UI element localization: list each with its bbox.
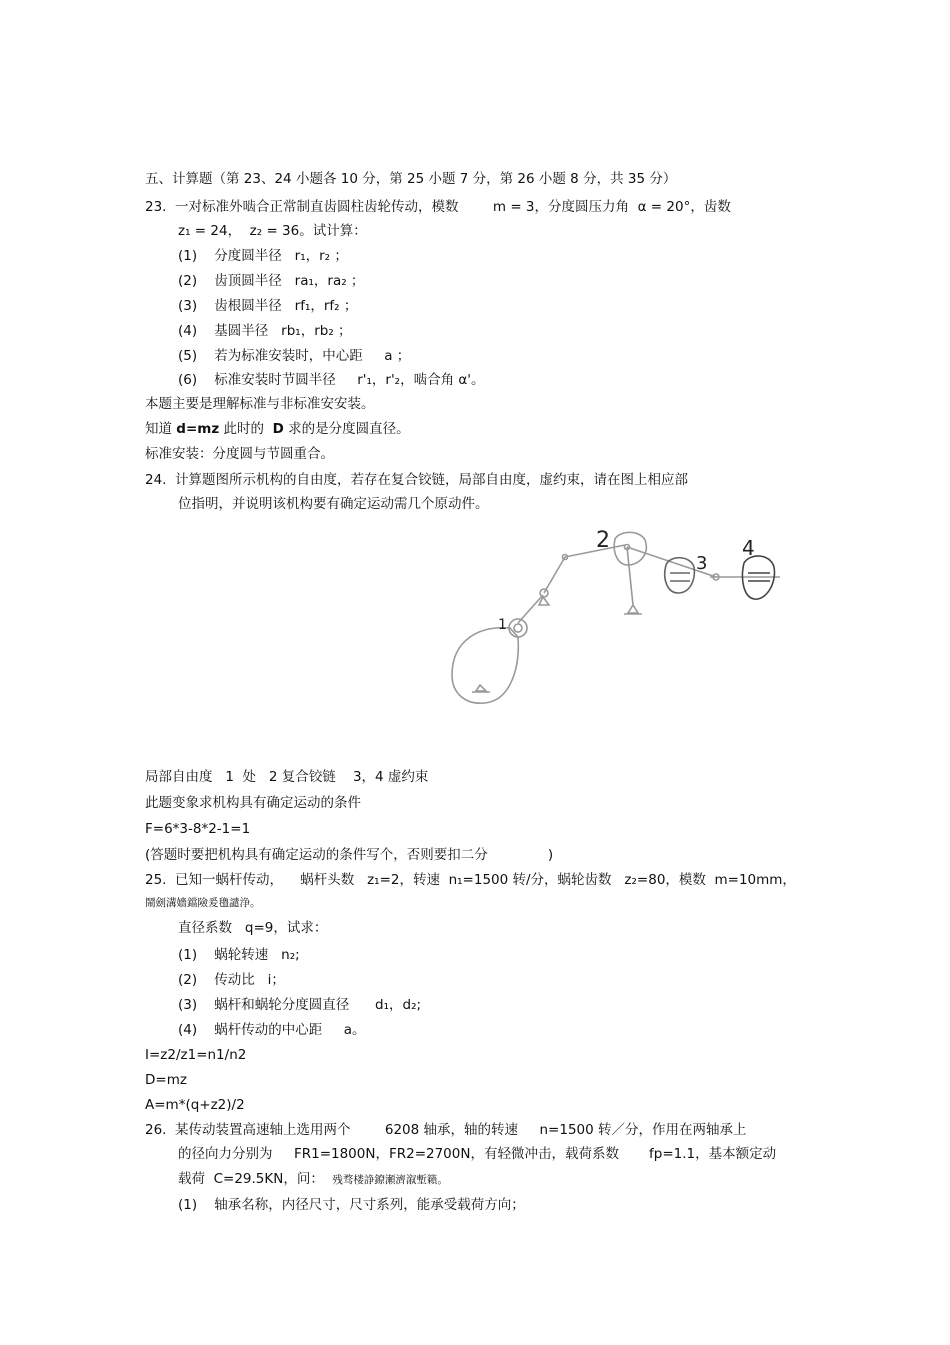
q23-note3: 标准安装：分度圆与节圆重合。 [145,446,334,462]
q24-line1: 24. 计算题图所示机构的自由度，若存在复合铰链，局部自由度，虚约束，请在图上相应部 [145,472,689,488]
q23-item-3: (3) 齿根圆半径 rf₁，rf₂ ； [178,298,358,314]
q25-formula3: A=m*(q+z2)/2 [145,1097,245,1113]
q26-item-1: (1) 轴承名称，内径尺寸，尺寸系列，能承受载荷方向； [178,1197,525,1213]
q24-answer2: 此题变象求机构具有确定运动的条件 [145,795,361,811]
q25-item-3: (3) 蜗杆和蜗轮分度圆直径 d₁，d₂; [178,997,422,1013]
q25-formula1: I=z2/z1=n1/n2 [145,1047,247,1063]
q23-note2: 知道 d=mz 此时的 D 求的是分度圆直径。 [145,421,410,437]
q23-item-5: (5) 若为标准安装时，中心距 a ； [178,348,411,364]
figure-label-1: 1 [498,617,507,633]
q25-line1: 25. 已知一蜗杆传动， 蜗杆头数 z₁=2，转速 n₁=1500 转/分，蜗轮齿数 z₂=80，模数 m=10mm， [145,872,796,888]
q24-answer1: 局部自由度 1 处 2 复合铰链 3，4 虚约束 [145,769,429,785]
q26-line1: 26. 某传动装置高速轴上选用两个 6208 轴承，轴的转速 n=1500 转／分，作用在两轴承上 [145,1122,747,1138]
q26-line3: 载荷 C=29.5KN，问： 残骛楼諍鐐瀬濟溆塹籟。 [178,1171,448,1187]
q24-line2: 位指明，并说明该机构要有确定运动需几个原动件。 [178,496,489,512]
figure-label-4: 4 [742,536,755,560]
q23-item-6: (6) 标准安装时节圆半径 r'₁，r'₂，啮合角 α'。 [178,372,485,388]
q23-item-4: (4) 基圆半径 rb₁，rb₂ ； [178,323,352,339]
q24-answer3: F=6*3-8*2-1=1 [145,821,251,837]
q24-answer4: (答题时要把机构具有确定运动的条件写个，否则要扣二分 ) [145,847,554,863]
q25-formula2: D=mz [145,1072,187,1088]
q23-item-2: (2) 齿顶圆半径 ra₁，ra₂ ； [178,273,365,289]
figure-label-2: 2 [596,528,610,553]
figure-label-3: 3 [696,553,708,574]
q23-note1: 本题主要是理解标准与非标准安安装。 [145,396,375,412]
q25-item-1: (1) 蜗轮转速 n₂; [178,947,300,963]
q23-line2: z₁ = 24， z₂ = 36。试计算： [178,223,367,239]
q23-line1: 23. 一对标准外啮合正常制直齿圆柱齿轮传动，模数 m = 3，分度圆压力角 α = 20°，齿数 [145,199,731,215]
q25-item-2: (2) 传动比 i； [178,972,285,988]
q26-line2: 的径向力分别为 FR1=1800N，FR2=2700N，有轻微冲击，载荷系数 fp=1.1，基本额定动 [178,1146,777,1162]
section-title: 五、计算题（第 23、24 小题各 10 分，第 25 小题 7 分，第 26 小题 8 分，共 35 分） [145,171,677,187]
q23-item-1: (1) 分度圆半径 r₁，r₂ ； [178,248,348,264]
q25-line2: 直径系数 q=9，试求： [178,920,328,936]
q25-garbled: 鬧劍溝嬙鐺險爰氌譴浄。 [145,897,261,909]
q25-item-4: (4) 蜗杆传动的中心距 a。 [178,1022,366,1038]
mechanism-figure [440,525,790,710]
